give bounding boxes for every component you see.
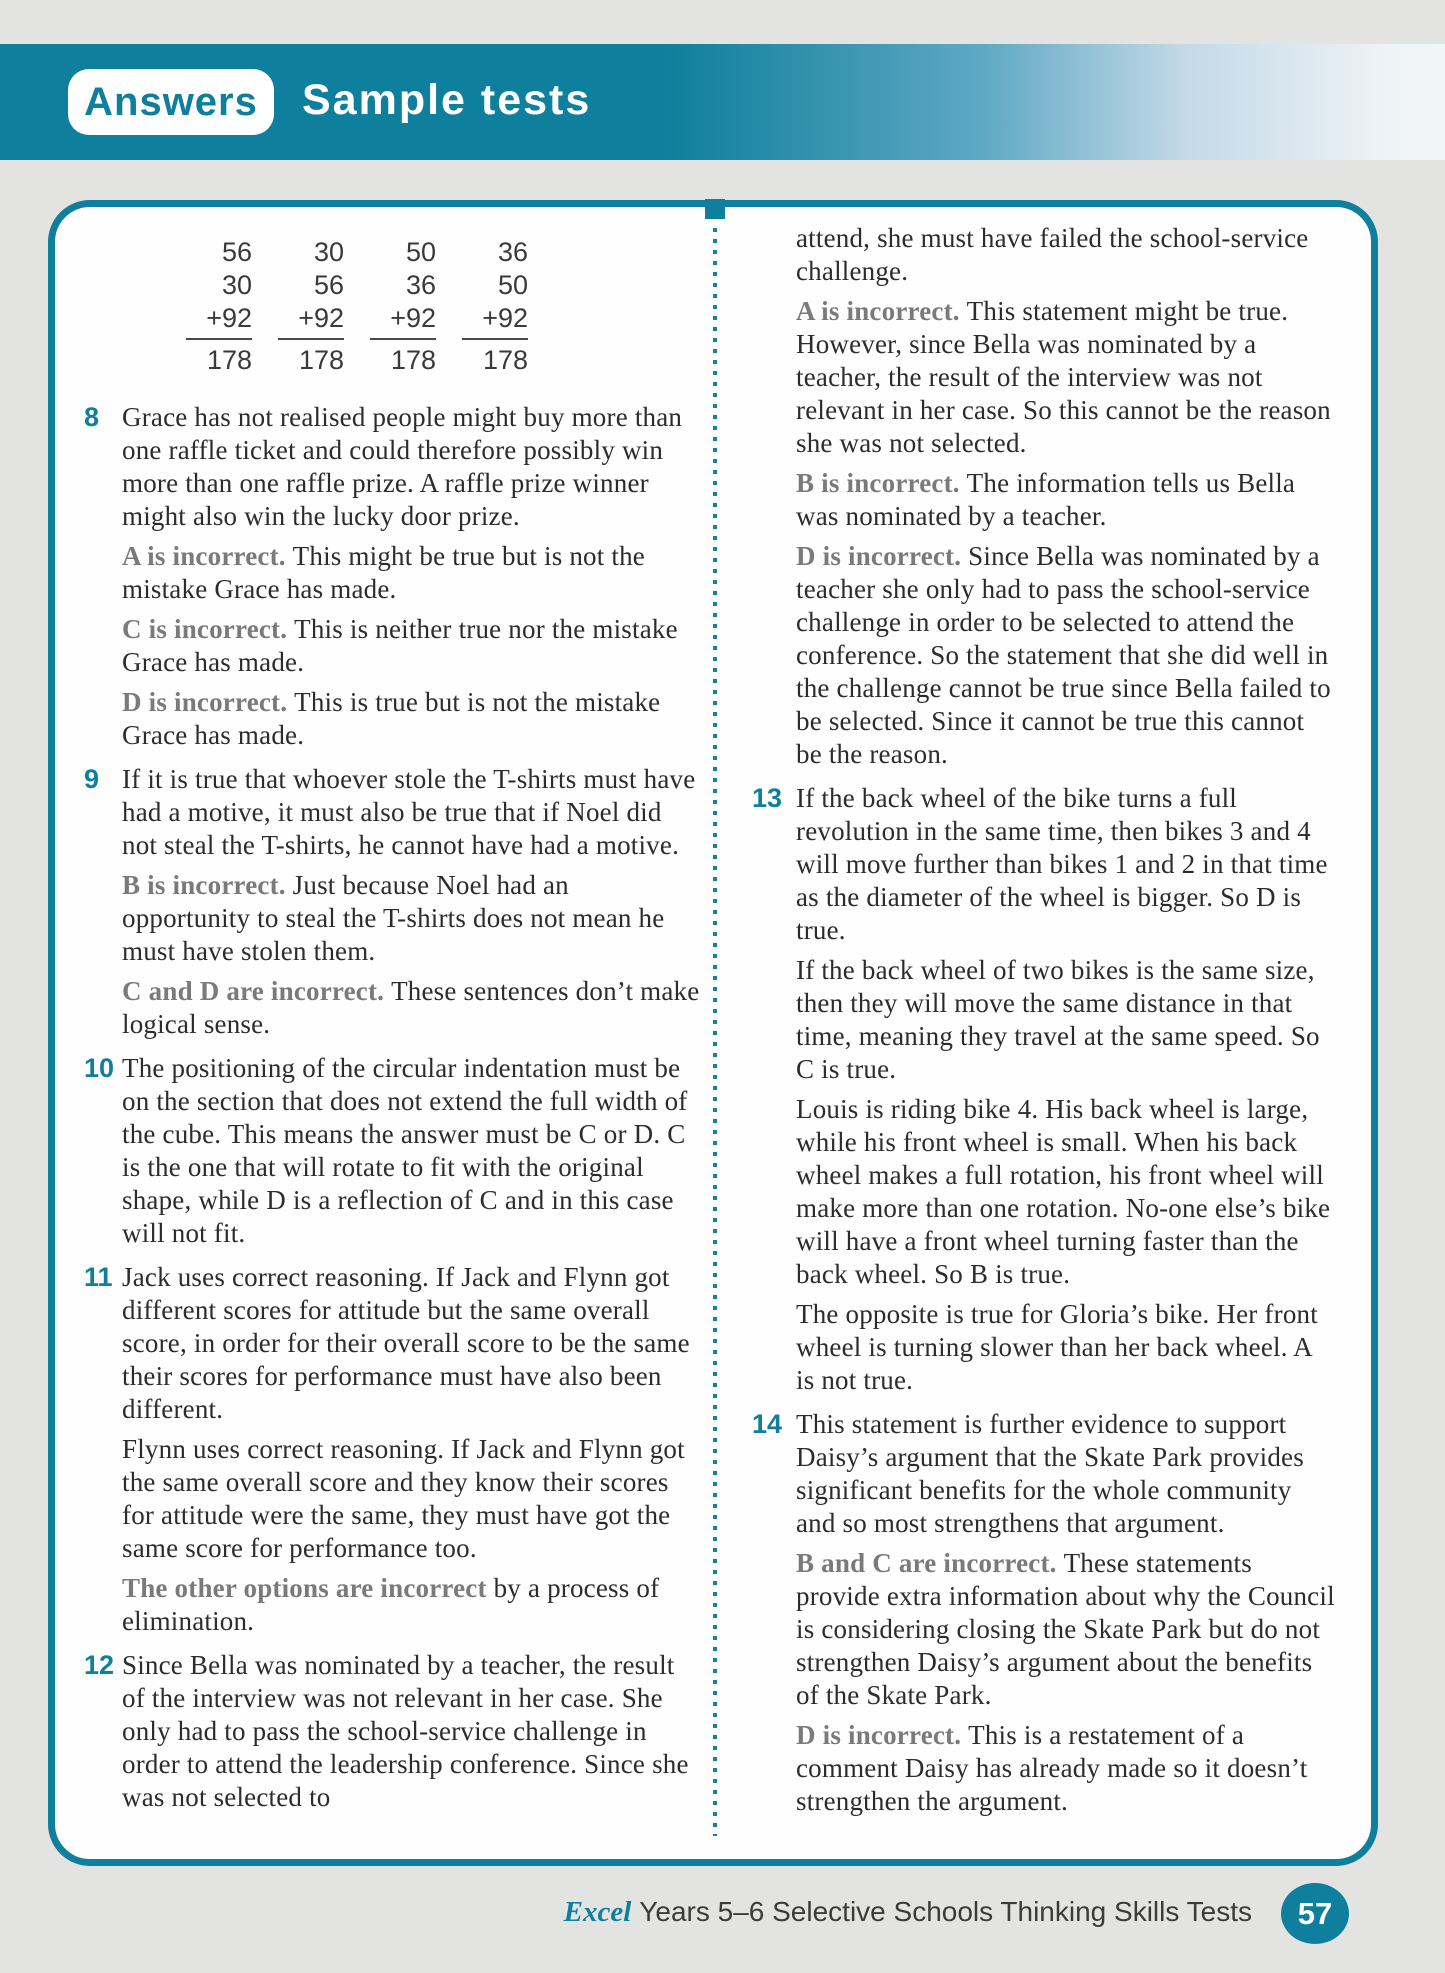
addend: 30: [313, 237, 344, 267]
option-verdict-lead: C and D are incorrect.: [122, 976, 392, 1006]
addition-column: [370, 236, 436, 377]
answer-paragraph: Since Bella was nominated by a teacher, the result of the interview was not relevant in her case. She only had to pass the school-service challenge in order to attend the leadership conference. Since she was not selected to: [122, 1650, 689, 1812]
answer-body: [122, 1261, 700, 1645]
sum-total: 178: [206, 345, 252, 375]
sum-total: 178: [482, 345, 528, 375]
footer-series-title: Years 5–6 Selective Schools Thinking Skills Tests: [639, 1896, 1252, 1927]
answer-body: [796, 1408, 1336, 1825]
page-number-badge: [1281, 1883, 1349, 1944]
answer-item-14: [752, 1408, 1336, 1825]
option-verdict-lead: B and C are incorrect.: [796, 1548, 1064, 1578]
answer-paragraph: The other options are incorrect by a process of elimination.: [122, 1573, 660, 1636]
addend: 56: [313, 270, 344, 300]
addend: 50: [405, 237, 436, 267]
addend: 56: [221, 237, 252, 267]
option-verdict-lead: C is incorrect.: [122, 614, 295, 644]
left-column: [84, 222, 700, 1825]
answer-paragraph: A is incorrect. This might be true but is not the mistake Grace has made.: [122, 541, 645, 604]
answer-paragraph: Louis is riding bike 4. His back wheel is large, while his front wheel is small. When his back wheel makes a full rotation, his front wheel will make more than one rotation. No-one else’s bike will have a front wheel turning faster than the back wheel. So B is true.: [796, 1094, 1331, 1289]
answer-paragraph: If it is true that whoever stole the T-shirts must have had a motive, it must also be true that if Noel did not steal the T-shirts, he cannot have had a motive.: [122, 764, 696, 860]
answer-body: [122, 1649, 700, 1821]
answer-paragraph: D is incorrect. This is true but is not the mistake Grace has made.: [122, 687, 661, 750]
answer-item-13: [752, 782, 1336, 1404]
answer-paragraph: B is incorrect. The information tells us Bella was nominated by a teacher.: [796, 468, 1296, 531]
answer-paragraph: C is incorrect. This is neither true nor the mistake Grace has made.: [122, 614, 678, 677]
question-number: 8: [84, 402, 100, 432]
footer: [0, 1896, 1252, 1929]
question-number: 14: [752, 1409, 783, 1439]
header-band: [0, 44, 1445, 160]
answer-body: [796, 222, 1336, 778]
addend: +92: [462, 302, 528, 340]
addend: 36: [405, 270, 436, 300]
answer-paragraph: Jack uses correct reasoning. If Jack and Flynn got different scores for attitude but the same overall score, in order for their overall score to be the same their scores for performance must have also been different.: [122, 1262, 690, 1424]
answer-paragraph: The positioning of the circular indentation must be on the section that does not extend the full width of the cube. This means the answer must be C or D. C is the one that will rotate to fit with the original shape, while D is a reflection of C and in this case will not fit.: [122, 1053, 688, 1248]
answer-paragraph: D is incorrect. Since Bella was nominated by a teacher she only had to pass the school-service challenge in order to be selected to attend the conference. So the statement that she did well in the challenge cannot be true since Bella failed to be selected. Since it cannot be true this cannot be the reason.: [796, 541, 1331, 769]
answer-body: [122, 763, 700, 1048]
addition-workings: [186, 236, 700, 377]
brand-logo: Excel: [563, 1896, 632, 1928]
addend: +92: [370, 302, 436, 340]
answer-paragraph: C and D are incorrect. These sentences don’t make logical sense.: [122, 976, 700, 1039]
option-verdict-lead: B is incorrect.: [122, 870, 293, 900]
answer-paragraph: Grace has not realised people might buy more than one raffle ticket and could therefore possibly win more than one raffle prize. A raffle prize winner might also win the lucky door prize.: [122, 402, 683, 531]
answer-paragraph: B is incorrect. Just because Noel had an opportunity to steal the T-shirts does not mean he must have stolen them.: [122, 870, 665, 966]
question-number: 10: [84, 1053, 115, 1083]
answer-item-9: [84, 763, 700, 1048]
option-verdict-lead: B is incorrect.: [796, 468, 967, 498]
answer-item-10: [84, 1052, 700, 1257]
page-title: Sample tests: [302, 75, 592, 124]
answer-paragraph: The opposite is true for Gloria’s bike. Her front wheel is turning slower than her back wheel. A is not true.: [796, 1299, 1318, 1395]
addend: 30: [221, 270, 252, 300]
answer-paragraph: attend, she must have failed the school-service challenge.: [796, 223, 1309, 286]
option-verdict-lead: A is incorrect.: [122, 541, 293, 571]
answer-paragraph: D is incorrect. This is a restatement of a comment Daisy has already made so it doesn’t strengthen the argument.: [796, 1720, 1308, 1816]
question-number: [752, 222, 796, 778]
answer-paragraph: If the back wheel of the bike turns a full revolution in the same time, then bikes 3 and 4 will move further than bikes 1 and 2 in that time as the diameter of the wheel is bigger. So D is true.: [796, 783, 1328, 945]
answer-body: [122, 401, 700, 759]
addend: +92: [278, 302, 344, 340]
option-verdict-lead: D is incorrect.: [796, 1720, 969, 1750]
answer-paragraph: B and C are incorrect. These statements provide extra information about why the Council is considering closing the Skate Park but do not strengthen Daisy’s argument about the benefits of the Skate Park.: [796, 1548, 1335, 1710]
addend: 50: [497, 270, 528, 300]
option-verdict-lead: The other options are incorrect: [122, 1573, 494, 1603]
sum-total: 178: [390, 345, 436, 375]
column-divider: [713, 228, 717, 1836]
page-number: 57: [1297, 1895, 1333, 1931]
answer-body: [122, 1052, 700, 1257]
answer-body: [796, 782, 1336, 1404]
answer-paragraph: Flynn uses correct reasoning. If Jack and Flynn got the same overall score and they know their scores for attitude were the same, they must have got the same score for performance too.: [122, 1434, 685, 1563]
sum-total: 178: [298, 345, 344, 375]
answer-paragraph: A is incorrect. This statement might be true. However, since Bella was nominated by a teacher, the result of the interview was not relevant in her case. So this cannot be the reason she was not selected.: [796, 296, 1331, 458]
question-number: 9: [84, 764, 100, 794]
question-number: 13: [752, 783, 783, 813]
right-column: [752, 222, 1336, 1829]
answer-item-11: [84, 1261, 700, 1645]
answer-item-8: [84, 401, 700, 759]
question-number: 12: [84, 1650, 115, 1680]
option-verdict-lead: D is incorrect.: [796, 541, 969, 571]
addend: 36: [497, 237, 528, 267]
option-verdict-lead: D is incorrect.: [122, 687, 295, 717]
addition-column: [278, 236, 344, 377]
addition-column: [186, 236, 252, 377]
answer-paragraph: If the back wheel of two bikes is the same size, then they will move the same distance in that time, meaning they travel at the same speed. So C is true.: [796, 955, 1320, 1084]
answers-label: Answers: [84, 79, 258, 124]
question-number: 11: [84, 1262, 113, 1292]
addend: +92: [186, 302, 252, 340]
answer-paragraph: This statement is further evidence to support Daisy’s argument that the Skate Park provides significant benefits for the whole community and so most strengthens that argument.: [796, 1409, 1304, 1538]
addition-column: [462, 236, 528, 377]
option-verdict-lead: A is incorrect.: [796, 296, 967, 326]
answers-badge: [68, 69, 274, 135]
column-divider-notch: [705, 199, 725, 219]
answer-item-continued: [752, 222, 1336, 778]
answer-item-12: [84, 1649, 700, 1821]
